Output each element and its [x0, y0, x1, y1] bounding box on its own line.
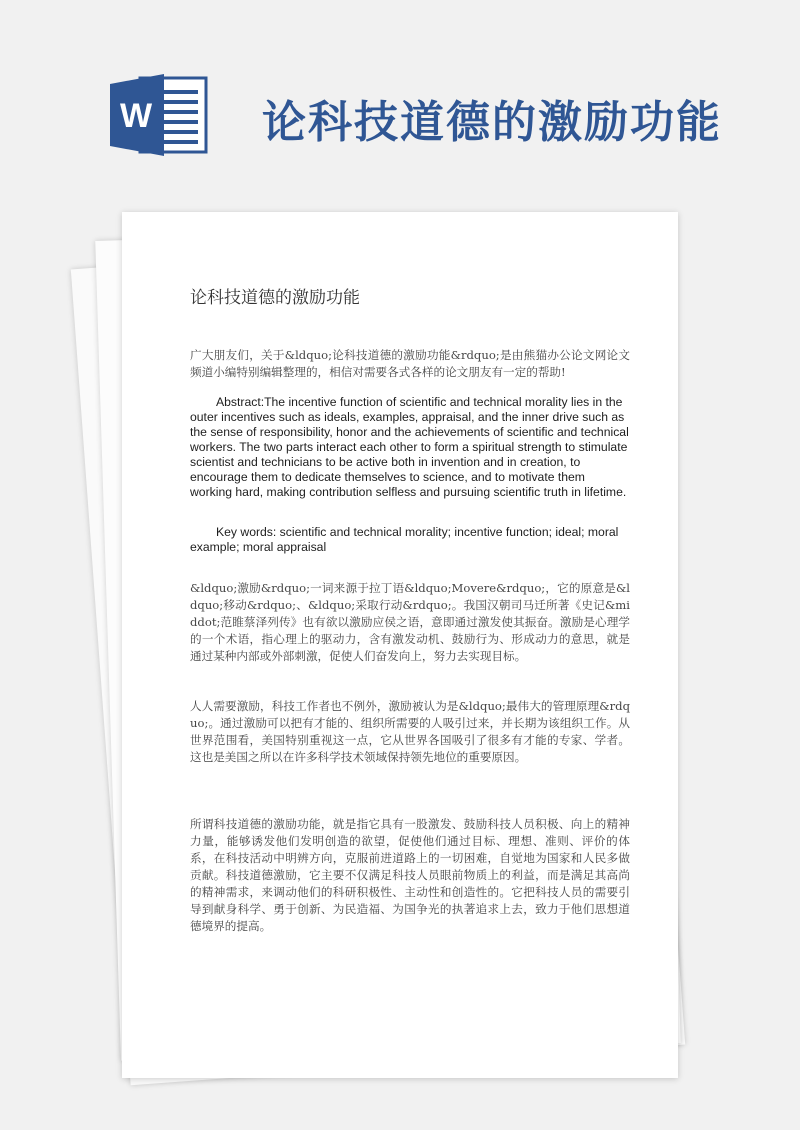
keywords-paragraph: Key words: scientific and technical morality; incentive function; ideal; moral example; moral appraisal	[190, 525, 619, 554]
body-paragraph: 人人需要激励，科技工作者也不例外，激励被认为是&ldquo;最伟大的管理原理&rdquo;。通过激励可以把有才能的、组织所需要的人吸引过来，并长期为该组织工作。从世界范围看，美国特别重视这一点，它从世界各国吸引了很多有才能的专家、学者。这也是美国之所以在许多科学技术领域保持领先地位的重要原因。	[190, 699, 630, 764]
word-logo-letter: W	[119, 97, 153, 135]
word-logo-icon	[110, 72, 210, 158]
intro-paragraph: 广大朋友们，关于&ldquo;论科技道德的激励功能&rdquo;是由熊猫办公论文网论文频道小编特别编辑整理的，相信对需要各式各样的论文朋友有一定的帮助!	[190, 348, 630, 379]
body-paragraph: &ldquo;激励&rdquo;一词来源于拉丁语&ldquo;Movere&rdquo;，它的原意是&ldquo;移动&rdquo;、&ldquo;采取行动&rdquo;。我国汉朝司马迁所著《史记&middot;范睢蔡泽列传》也有欲以激励应侯之语，意即通过激发使其振奋。激励是心理学的一个术语，指心理上的驱动力，含有激发动机、鼓励行为、形成动力的意思，就是通过某种内部或外部刺激，促使人们奋发向上，努力去实现目标。	[190, 581, 630, 663]
document-title: 论科技道德的激励功能	[190, 288, 360, 308]
abstract-paragraph: Abstract:The incentive function of scientific and technical morality lies in the outer incentives such as ideals, examples, appraisal, and the inner drive such as the sense of responsibility, honor and the achievements of scientific and technical workers. The two parts interact each other to form a spiritual strength to stimulate scientist and technicians to be active both in invention and in creation, to encourage them to dedicate themselves to science, and to motivate them working hard, making contribution selfless and pursuing scientific truth in lifetime.	[190, 395, 629, 499]
body-paragraph: 所谓科技道德的激励功能，就是指它具有一股激发、鼓励科技人员积极、向上的精神力量，能够诱发他们发明创造的欲望，促使他们通过目标、理想、准则、评价的体系，在科技活动中明辨方向，克服前进道路上的一切困难，自觉地为国家和人民多做贡献。科技道德激励，它主要不仅满足科技人员眼前物质上的利益，而是满足其高尚的精神需求，来调动他们的科研积极性、主动性和创造性的。它把科技人员的需要引导到献身科学、勇于创新、为民造福、为国争光的执著追求上去，致力于他们思想道德境界的提高。	[190, 817, 630, 933]
header-title: 论科技道德的激励功能	[262, 97, 722, 148]
